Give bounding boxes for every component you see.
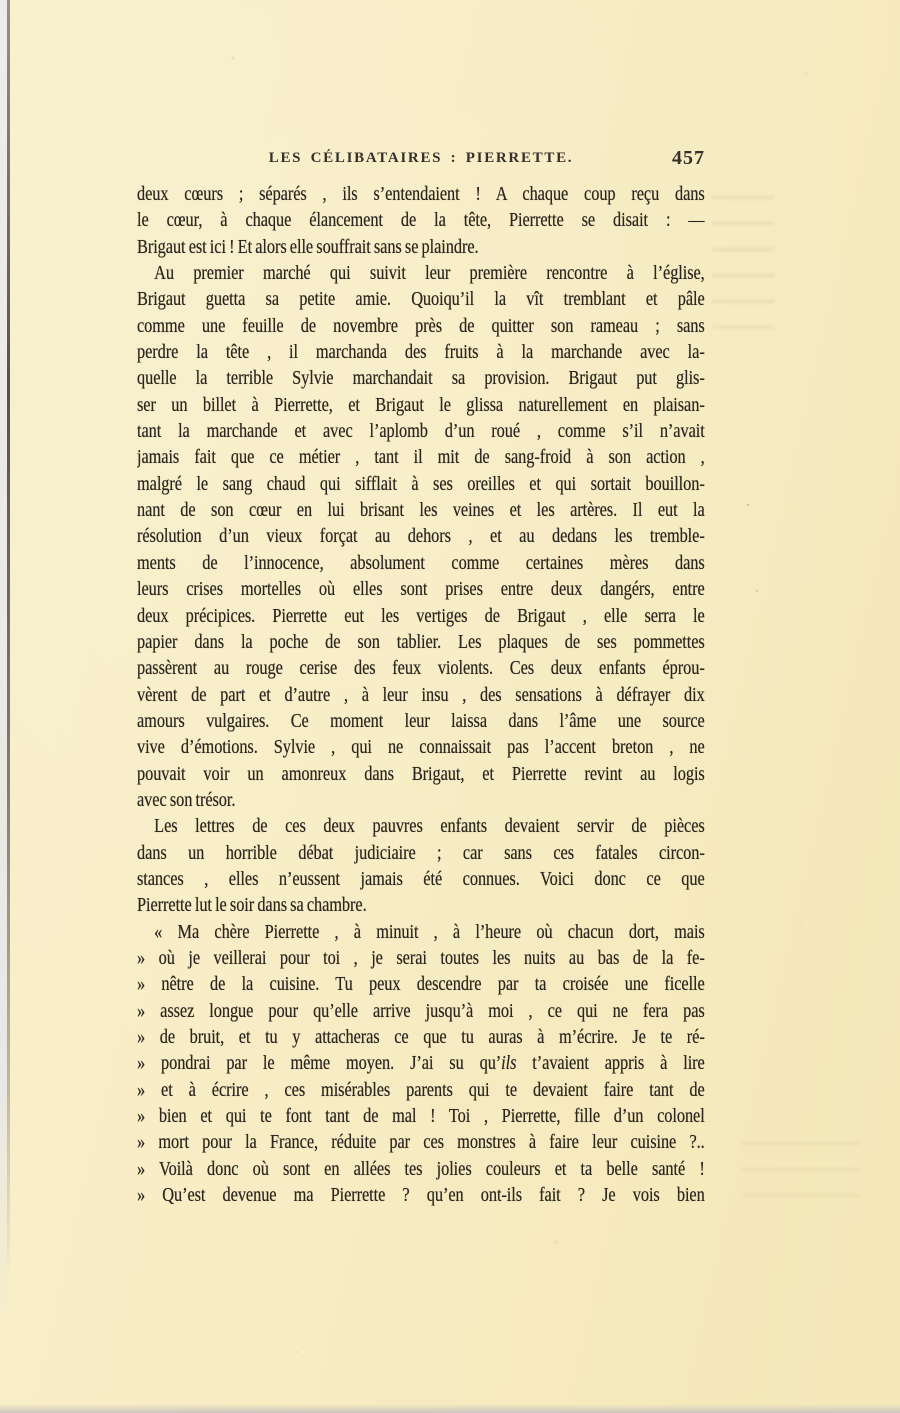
letter-line bbox=[137, 1050, 705, 1076]
text-line: avec son trésor. bbox=[137, 788, 236, 811]
text-line: amours vulgaires. Ce moment leur laissa dans l’âme une source bbox=[137, 709, 705, 732]
letter-line: » assez longue pour qu’elle arrive jusqu’à moi , ce qui ne fera pas bbox=[137, 999, 705, 1022]
text-line: Pierrette lut le soir dans sa chambre. bbox=[137, 894, 367, 917]
text-line: stances , elles n’eussent jamais été connues. Voici donc ce que bbox=[137, 867, 705, 890]
bottom-edge-shadow bbox=[0, 1404, 900, 1413]
letter-line-pre: » pondrai par le même moyen. J’ai su qu’ bbox=[137, 1052, 502, 1075]
letter-line: » où je veillerai pour toi , je serai toutes les nuits au bas de la fe- bbox=[137, 946, 705, 969]
text-line: Brigaut guetta sa petite amie. Quoiqu’il la vît tremblant et pâle bbox=[137, 288, 705, 311]
text-line: leurs crises mortelles où elles sont prises entre deux dangérs, entre bbox=[137, 578, 705, 601]
text-line: tant la marchande et avec l’aplomb d’un roué , comme s’il n’avait bbox=[137, 420, 705, 443]
letter-line-post: t’avaient appris à lire bbox=[516, 1052, 705, 1075]
text-line: résolution d’un vieux forçat au dehors , et au dedans les tremble- bbox=[137, 525, 705, 548]
text-line: quelle la terrible Sylvie marchandait sa provision. Brigaut put glis- bbox=[137, 367, 705, 390]
text-line: vèrent de part et d’autre , à leur insu , des sensations à défrayer dix bbox=[137, 683, 705, 706]
letter-line: » nêtre de la cuisine. Tu peux descendre par ta croisée une ficelle bbox=[137, 973, 705, 996]
text-line: malgré le sang chaud qui sifflait à ses oreilles et qui sortait bouillon- bbox=[137, 472, 705, 495]
bleed-through-ghost bbox=[742, 1142, 860, 1214]
letter-line: « Ma chère Pierrette , à minuit , à l’heure où chacun dort, mais bbox=[154, 920, 705, 943]
running-header-title: LES CÉLIBATAIRES : PIERRETTE. bbox=[268, 150, 574, 166]
running-header bbox=[137, 147, 705, 174]
text-line: le cœur, à chaque élancement de la tête, Pierrette se disait : — bbox=[137, 209, 705, 232]
text-line: ments de l’innocence, absolument comme certaines mères dans bbox=[137, 551, 705, 574]
text-line: pouvait voir un amonreux dans Brigaut, et Pierrette revint au logis bbox=[137, 762, 705, 785]
page-body-text bbox=[137, 181, 705, 1208]
letter-line: » et à écrire , ces misérables parents qui te devaient faire tant de bbox=[137, 1078, 705, 1101]
text-line: deux précipices. Pierrette eut les vertiges de Brigaut , elle serra le bbox=[137, 604, 705, 627]
text-line: Au premier marché qui suivit leur première rencontre à l’église, bbox=[154, 262, 705, 285]
text-line: perdre la tête , il marchanda des fruits à la marchande avec la- bbox=[137, 341, 705, 364]
text-line: papier dans la poche de son tablier. Les plaques de ses pommettes bbox=[137, 630, 705, 653]
text-line: dans un horrible débat judiciaire ; car sans ces fatales circon- bbox=[137, 841, 705, 864]
letter-line: » Voilà donc où sont en allées tes jolies couleurs et ta belle santé ! bbox=[137, 1157, 705, 1180]
page-edge-line bbox=[7, 0, 10, 1280]
letter-line: » de bruit, et tu y attacheras ce que tu auras à m’écrire. Je te ré- bbox=[137, 1026, 705, 1048]
letter-line: » bien et qui te font tant de mal ! Toi , Pierrette, fille d’un colonel bbox=[137, 1105, 705, 1128]
letter-line: » Qu’est devenue ma Pierrette ? qu’en ont-ils fait ? Je vois bien bbox=[137, 1184, 705, 1207]
text-line: jamais fait que ce métier , tant il mit de sang-froid à son action , bbox=[137, 446, 705, 469]
text-line: ser un billet à Pierrette, et Brigaut le glissa naturellement en plaisan- bbox=[137, 393, 705, 416]
letter-line: » mort pour la France, réduite par ces monstres à faire leur cuisine ?.. bbox=[137, 1131, 705, 1154]
page-number: 457 bbox=[672, 147, 705, 169]
emphasized-word: ils bbox=[501, 1052, 517, 1075]
text-line: passèrent au rouge cerise des feux violents. Ces deux enfants éprou- bbox=[137, 657, 705, 680]
text-line: vive d’émotions. Sylvie , qui ne connaissait pas l’accent breton , ne bbox=[137, 736, 705, 759]
text-line: Brigaut est ici ! Et alors elle souffrait sans se plaindre. bbox=[137, 235, 479, 258]
text-line: comme une feuille de novembre près de quitter son rameau ; sans bbox=[137, 314, 705, 337]
text-line: nant de son cœur en lui brisant les veines et les artères. Il eut la bbox=[137, 499, 705, 522]
text-line: deux cœurs ; séparés , ils s’entendaient ! A chaque coup reçu dans bbox=[137, 183, 705, 205]
bleed-through-ghost bbox=[712, 196, 774, 328]
text-line: Les lettres de ces deux pauvres enfants devaient servir de pièces bbox=[154, 815, 705, 838]
